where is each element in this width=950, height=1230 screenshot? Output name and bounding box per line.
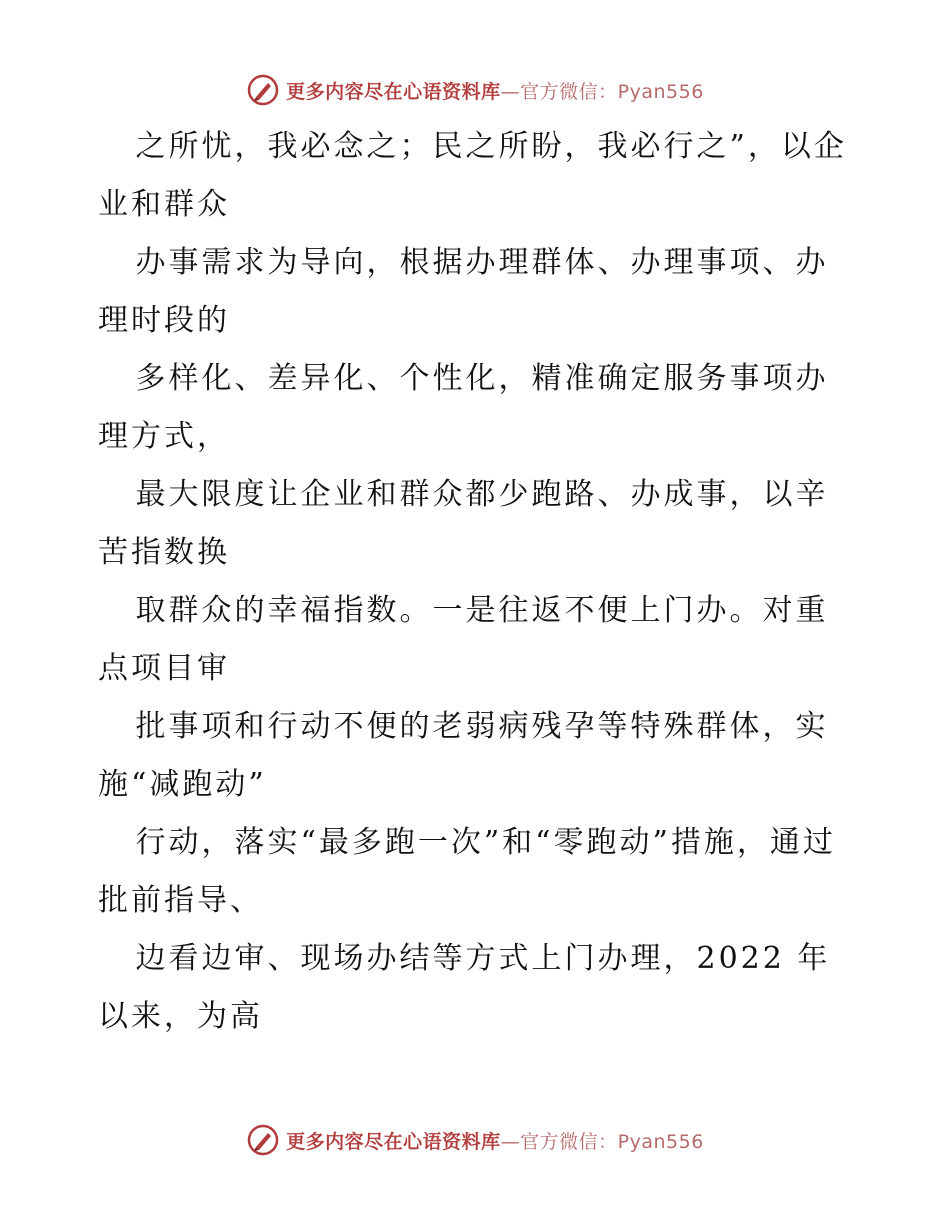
pen-logo-icon [246, 1123, 280, 1157]
header-banner [0, 70, 950, 110]
footer-banner-text [286, 1127, 704, 1154]
paragraph-8: 边看边审、现场办结等方式上门办理，2022 年以来，为高 [98, 941, 831, 1034]
document-body [98, 118, 858, 1046]
paragraph-4: 最大限度让企业和群众都少跑路、办成事，以辛苦指数换 [98, 477, 829, 570]
pen-logo-icon [246, 73, 280, 107]
footer-banner [0, 1120, 950, 1160]
paragraph-2: 办事需求为导向，根据办理群体、办理事项、办理时段的 [98, 245, 829, 338]
paragraph-5: 取群众的幸福指数。一是往返不便上门办。对重点项目审 [98, 593, 829, 686]
paragraph-1: 之所忧，我必念之；民之所盼，我必行之”，以企业和群众 [98, 129, 847, 222]
paragraph-6: 批事项和行动不便的老弱病残孕等特殊群体，实施“减跑动” [98, 709, 829, 802]
header-contact-label: —官方微信：Pyan556 [500, 80, 704, 103]
paragraph-7: 行动，落实“最多跑一次”和“零跑动”措施，通过批前指导、 [98, 825, 836, 918]
header-banner-text [286, 77, 704, 104]
footer-contact-label: —官方微信：Pyan556 [500, 1130, 704, 1153]
paragraph-3: 多样化、差异化、个性化，精准确定服务事项办理方式， [98, 361, 829, 454]
header-site-label: 更多内容尽在心语资料库 [286, 80, 501, 103]
footer-site-label: 更多内容尽在心语资料库 [286, 1130, 501, 1153]
